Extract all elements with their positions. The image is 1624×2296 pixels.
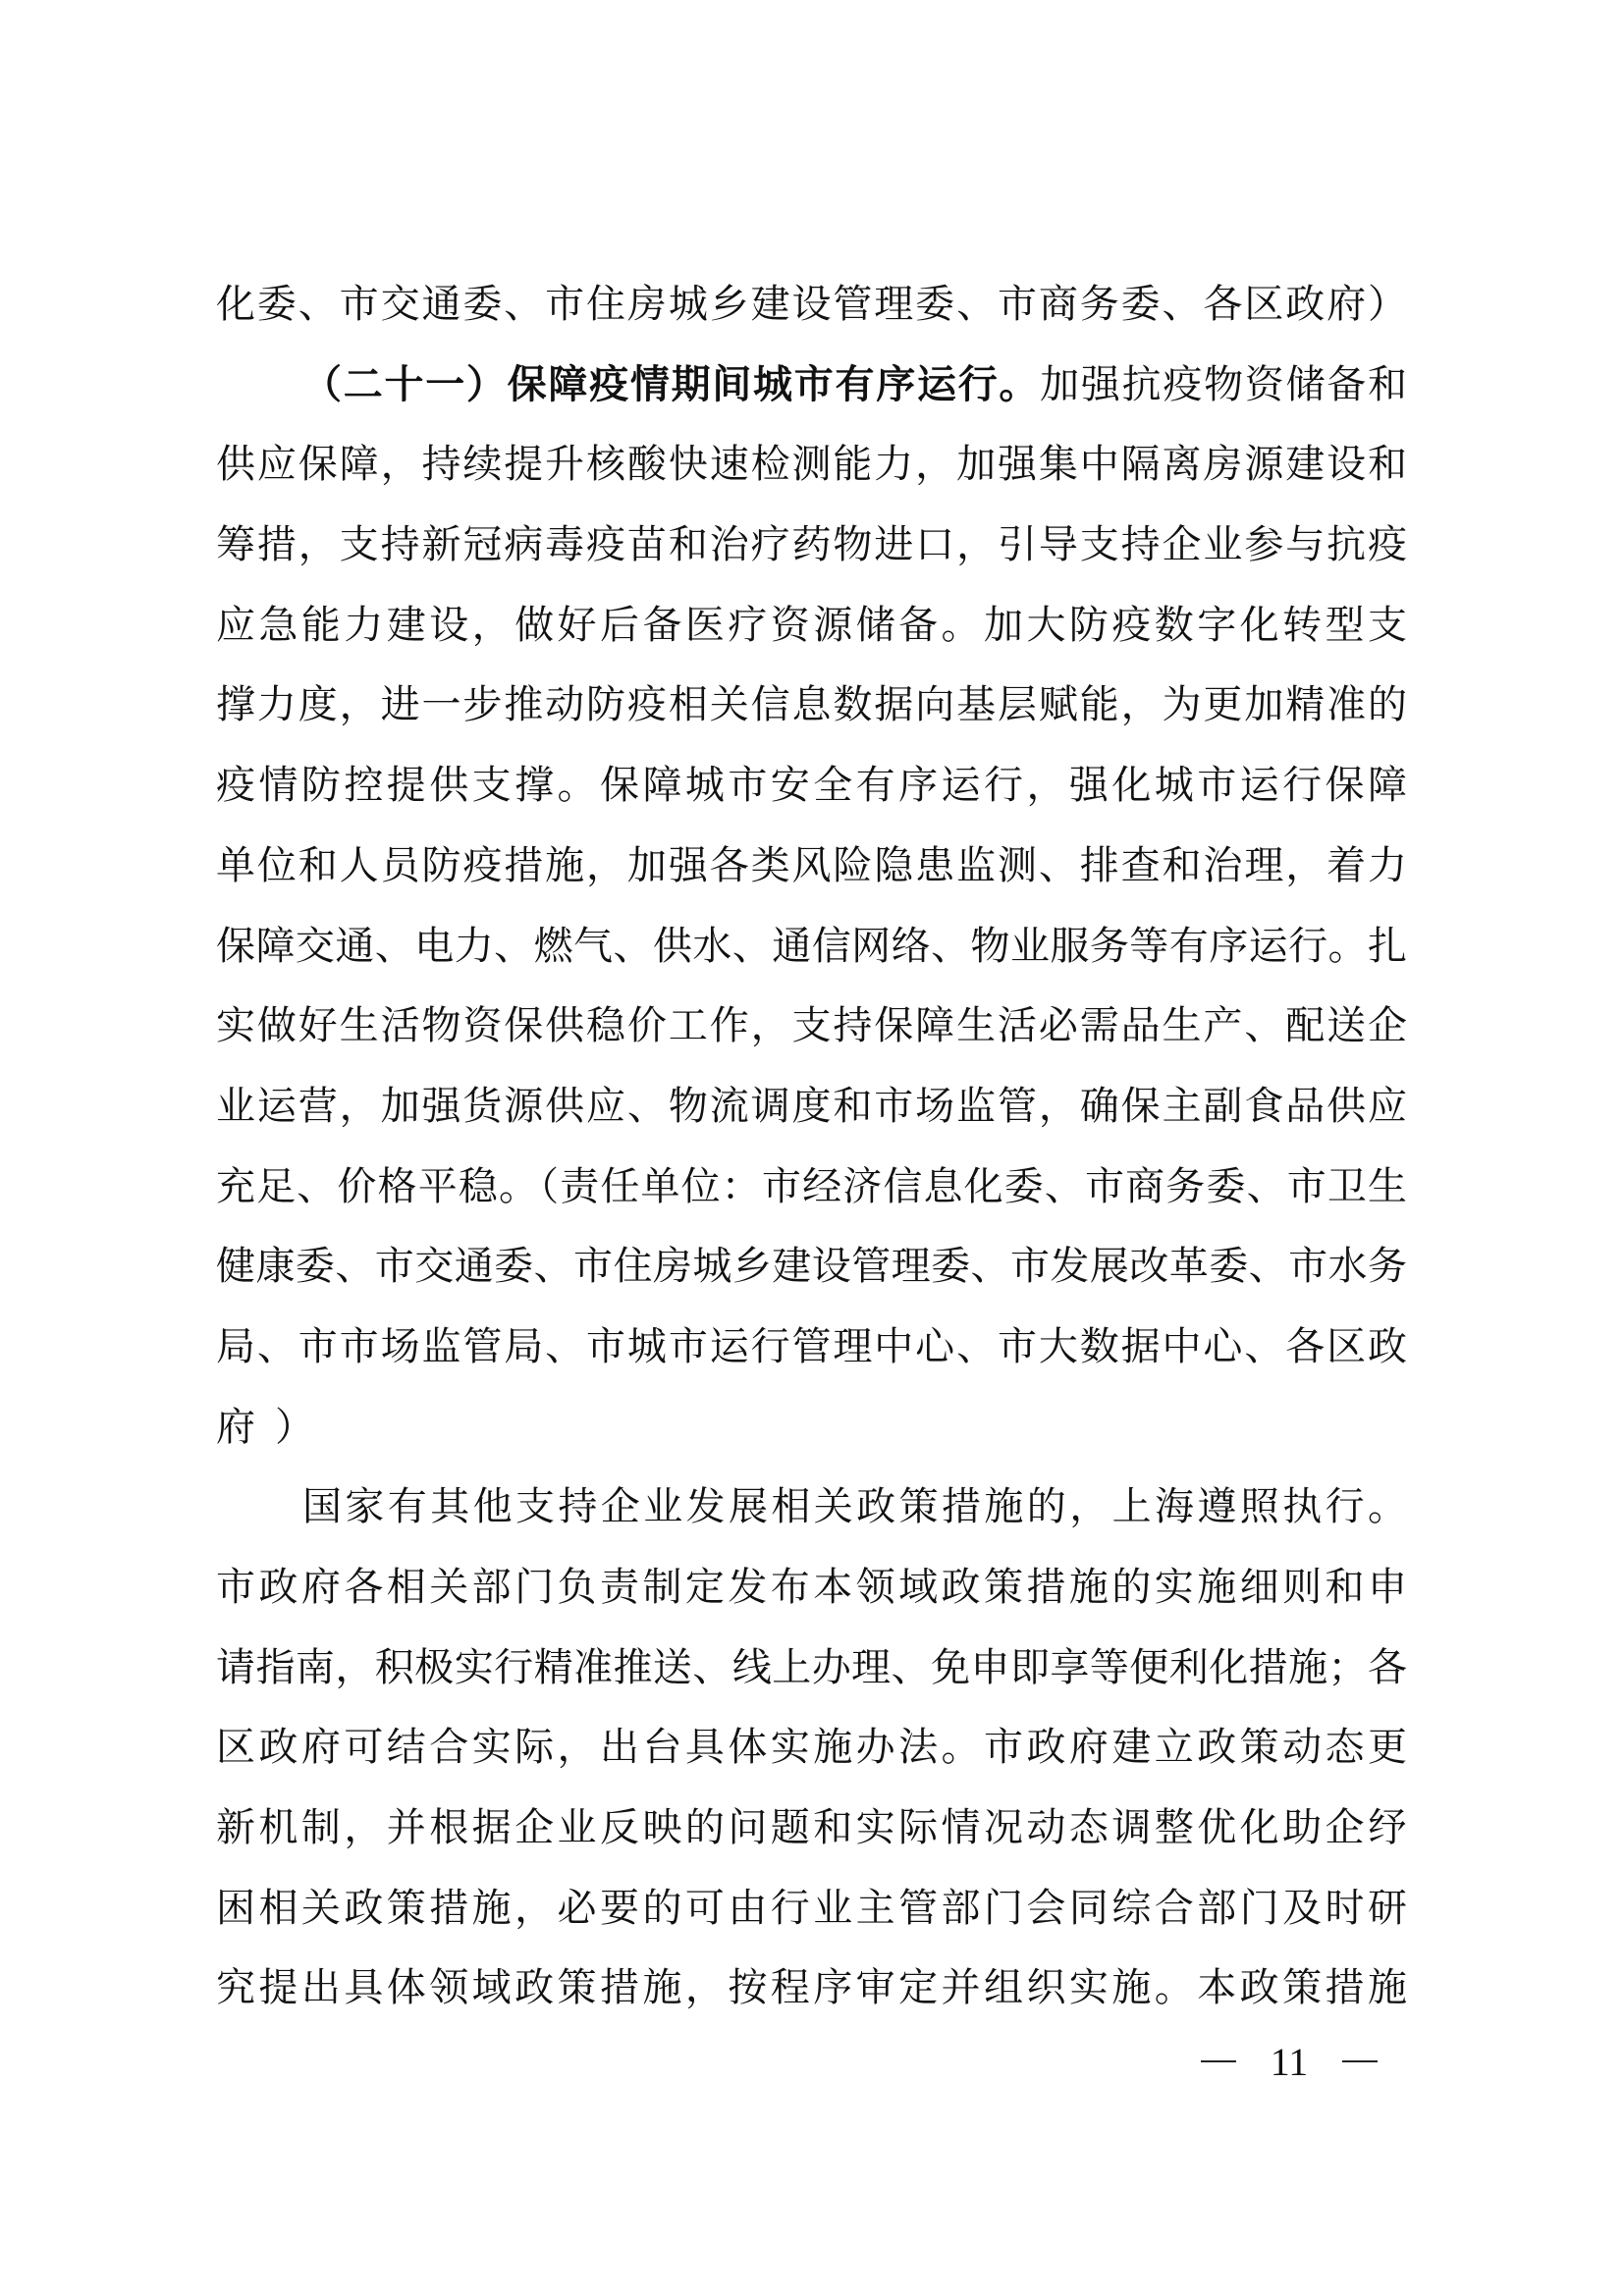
- text-line-22: 究提出具体领域政策措施，按程序审定并组织实施。本政策措施: [216, 1965, 1407, 2011]
- text-line-2-rest: 加强抗疫物资储备和: [1040, 361, 1408, 407]
- text-line-9: 保障交通、电力、燃气、供水、通信网络、物业服务等有序运行。扎: [216, 923, 1407, 969]
- document-body: [216, 279, 1407, 2043]
- text-line-12: 充足、价格平稳。（责任单位：市经济信息化委、市商务委、市卫生: [216, 1163, 1407, 1209]
- text-line-13: 健康委、市交通委、市住房城乡建设管理委、市发展改革委、市水务: [216, 1244, 1407, 1290]
- section-heading-line: [216, 359, 1407, 440]
- text-line-6: 撑力度，进一步推动防疫相关信息数据向基层赋能，为更加精准的: [216, 682, 1407, 728]
- text-line-10: 实做好生活物资保供稳价工作，支持保障生活必需品生产、配送企: [216, 1003, 1407, 1049]
- text-line-16: 国家有其他支持企业发展相关政策措施的，上海遵照执行。: [302, 1484, 1407, 1530]
- text-line-3: 供应保障，持续提升核酸快速检测能力，加强集中隔离房源建设和: [216, 442, 1407, 488]
- page-number-value: 11: [1270, 2039, 1309, 2084]
- text-line-18: 请指南，积极实行精准推送、线上办理、免申即享等便利化措施；各: [216, 1644, 1407, 1690]
- text-line-11: 业运营，加强货源供应、物流调度和市场监管，确保主副食品供应: [216, 1083, 1407, 1129]
- text-line-1: 化委、市交通委、市住房城乡建设管理委、市商务委、各区政府）: [216, 282, 1407, 327]
- text-line-20: 新机制，并根据企业反映的问题和实际情况动态调整优化助企纾: [216, 1805, 1407, 1851]
- text-line-7: 疫情防控提供支撑。保障城市安全有序运行，强化城市运行保障: [216, 763, 1407, 809]
- text-line-19: 区政府可结合实际，出台具体实施办法。市政府建立政策动态更: [216, 1725, 1407, 1771]
- page-number: [1201, 2040, 1378, 2083]
- page-number-left-dash: [1201, 2060, 1236, 2062]
- page-number-right-dash: [1342, 2060, 1378, 2062]
- text-line-5: 应急能力建设，做好后备医疗资源储备。加大防疫数字化转型支: [216, 602, 1407, 648]
- text-line-14: 局、市市场监管局、市城市运行管理中心、市大数据中心、各区政: [216, 1323, 1407, 1369]
- text-line-15: 府）: [216, 1404, 334, 1450]
- text-line-21: 困相关政策措施，必要的可由行业主管部门会同综合部门及时研: [216, 1885, 1407, 1931]
- section-heading: （二十一）保障疫情期间城市有序运行。: [302, 360, 1041, 407]
- text-line-8: 单位和人员防疫措施，加强各类风险隐患监测、排查和治理，着力: [216, 842, 1407, 888]
- text-line-4: 筹措，支持新冠病毒疫苗和治疗药物进口，引导支持企业参与抗疫: [216, 522, 1407, 568]
- text-line-17: 市政府各相关部门负责制定发布本领域政策措施的实施细则和申: [216, 1565, 1407, 1610]
